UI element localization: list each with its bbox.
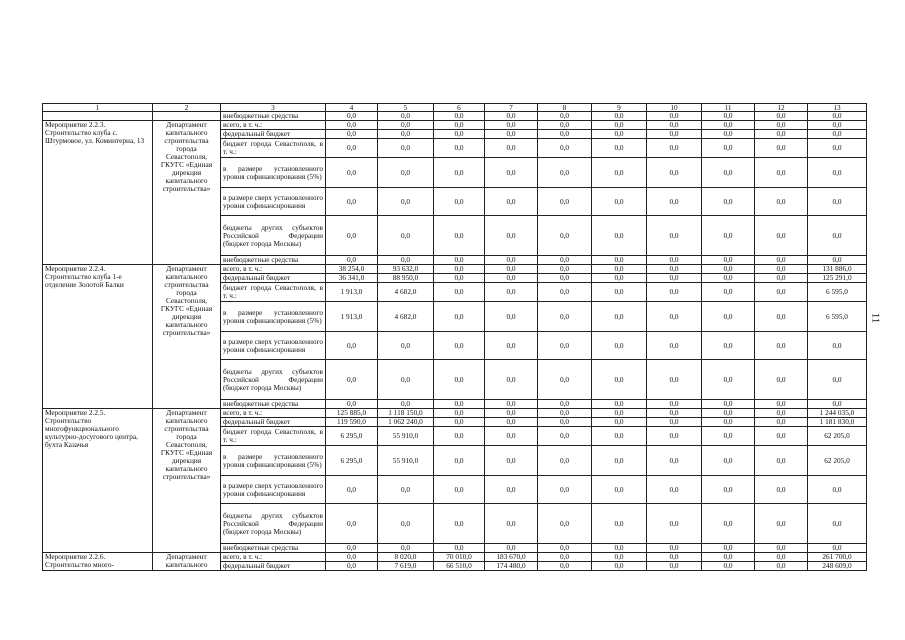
value-cell: 0,0 bbox=[592, 256, 647, 265]
value-cell: 0,0 bbox=[808, 121, 867, 130]
value-cell: 0,0 bbox=[647, 360, 702, 400]
value-cell: 0,0 bbox=[485, 274, 538, 283]
value-cell: 0,0 bbox=[485, 400, 538, 409]
value-cell: 0,0 bbox=[434, 265, 485, 274]
value-cell: 0,0 bbox=[378, 504, 434, 544]
value-cell: 0,0 bbox=[326, 476, 378, 504]
value-cell: 66 510,0 bbox=[434, 562, 485, 571]
value-cell: 55 910,0 bbox=[378, 427, 434, 446]
value-cell: 0,0 bbox=[326, 130, 378, 139]
value-cell: 0,0 bbox=[755, 130, 808, 139]
value-cell: 0,0 bbox=[434, 360, 485, 400]
value-cell: 0,0 bbox=[647, 188, 702, 216]
value-cell: 131 886,0 bbox=[808, 265, 867, 274]
value-cell: 0,0 bbox=[485, 158, 538, 188]
value-cell: 93 632,0 bbox=[378, 265, 434, 274]
value-cell: 125 291,0 bbox=[808, 274, 867, 283]
funding-source: в размере установленного уровня софинансирования (5%) bbox=[221, 158, 326, 188]
value-cell: 0,0 bbox=[592, 400, 647, 409]
value-cell: 0,0 bbox=[538, 139, 592, 158]
value-cell: 0,0 bbox=[326, 544, 378, 553]
value-cell: 0,0 bbox=[808, 188, 867, 216]
value-cell: 0,0 bbox=[592, 476, 647, 504]
value-cell: 0,0 bbox=[485, 139, 538, 158]
value-cell: 1 913,0 bbox=[326, 283, 378, 302]
value-cell: 62 205,0 bbox=[808, 427, 867, 446]
value-cell: 0,0 bbox=[378, 256, 434, 265]
funding-source: федеральный бюджет bbox=[221, 130, 326, 139]
funding-source: бюджет города Севастополя, в т. ч.: bbox=[221, 427, 326, 446]
value-cell: 0,0 bbox=[592, 265, 647, 274]
responsible-department: Департамент капитального строительства города Севастополя, ГКУГС «Единая дирекция капитального строительства» bbox=[153, 265, 221, 409]
value-cell: 0,0 bbox=[485, 409, 538, 418]
value-cell: 0,0 bbox=[647, 476, 702, 504]
value-cell: 6 295,0 bbox=[326, 446, 378, 476]
value-cell: 0,0 bbox=[755, 427, 808, 446]
value-cell: 0,0 bbox=[702, 562, 755, 571]
value-cell: 0,0 bbox=[434, 158, 485, 188]
header-row bbox=[43, 104, 867, 112]
value-cell: 125 885,0 bbox=[326, 409, 378, 418]
value-cell: 0,0 bbox=[485, 130, 538, 139]
value-cell: 0,0 bbox=[326, 360, 378, 400]
column-header: 4 bbox=[326, 104, 378, 112]
funding-source: бюджет города Севастополя, в т. ч.: bbox=[221, 283, 326, 302]
value-cell: 0,0 bbox=[326, 216, 378, 256]
value-cell: 183 670,0 bbox=[485, 553, 538, 562]
value-cell: 0,0 bbox=[592, 409, 647, 418]
value-cell: 0,0 bbox=[434, 188, 485, 216]
value-cell: 0,0 bbox=[592, 553, 647, 562]
value-cell: 0,0 bbox=[702, 446, 755, 476]
value-cell: 0,0 bbox=[755, 158, 808, 188]
value-cell: 0,0 bbox=[647, 553, 702, 562]
value-cell: 0,0 bbox=[434, 283, 485, 302]
measure-name: Мероприятие 2.2.4. Строительство клуба 1-е отделение Золотой Балки bbox=[43, 265, 153, 409]
table-row bbox=[43, 112, 867, 121]
funding-source: внебюджетные средства bbox=[221, 112, 326, 121]
value-cell: 0,0 bbox=[702, 188, 755, 216]
value-cell: 0,0 bbox=[485, 427, 538, 446]
value-cell: 0,0 bbox=[538, 158, 592, 188]
column-header: 11 bbox=[702, 104, 755, 112]
value-cell: 0,0 bbox=[755, 302, 808, 332]
funding-source: в размере установленного уровня софинансирования (5%) bbox=[221, 302, 326, 332]
funding-source: бюджеты других субъектов Российской Федерации (бюджет города Москвы) bbox=[221, 504, 326, 544]
value-cell: 0,0 bbox=[485, 112, 538, 121]
value-cell: 0,0 bbox=[702, 283, 755, 302]
value-cell: 0,0 bbox=[434, 400, 485, 409]
value-cell: 1 244 035,0 bbox=[808, 409, 867, 418]
responsible-department: Департамент капитального строительства города Севастополя, ГКУГС «Единая дирекция капитального строительства» bbox=[153, 121, 221, 265]
funding-source: всего, в т. ч.: bbox=[221, 121, 326, 130]
value-cell: 0,0 bbox=[702, 139, 755, 158]
table-row bbox=[43, 121, 867, 130]
value-cell: 0,0 bbox=[538, 130, 592, 139]
value-cell: 0,0 bbox=[702, 265, 755, 274]
value-cell: 0,0 bbox=[592, 283, 647, 302]
value-cell: 0,0 bbox=[592, 504, 647, 544]
value-cell: 0,0 bbox=[702, 216, 755, 256]
value-cell: 0,0 bbox=[808, 332, 867, 360]
value-cell: 0,0 bbox=[702, 360, 755, 400]
value-cell: 0,0 bbox=[538, 274, 592, 283]
value-cell: 0,0 bbox=[326, 562, 378, 571]
value-cell: 0,0 bbox=[755, 139, 808, 158]
value-cell: 0,0 bbox=[538, 446, 592, 476]
value-cell: 0,0 bbox=[592, 216, 647, 256]
value-cell: 0,0 bbox=[485, 446, 538, 476]
value-cell: 0,0 bbox=[592, 562, 647, 571]
value-cell: 0,0 bbox=[755, 283, 808, 302]
value-cell: 0,0 bbox=[702, 544, 755, 553]
column-header: 5 bbox=[378, 104, 434, 112]
value-cell: 0,0 bbox=[808, 544, 867, 553]
value-cell: 0,0 bbox=[755, 188, 808, 216]
value-cell: 0,0 bbox=[434, 256, 485, 265]
value-cell: 0,0 bbox=[485, 332, 538, 360]
value-cell: 36 341,0 bbox=[326, 274, 378, 283]
value-cell: 0,0 bbox=[808, 360, 867, 400]
value-cell: 0,0 bbox=[702, 302, 755, 332]
value-cell: 248 609,0 bbox=[808, 562, 867, 571]
value-cell: 0,0 bbox=[538, 409, 592, 418]
value-cell: 0,0 bbox=[326, 400, 378, 409]
value-cell: 0,0 bbox=[755, 265, 808, 274]
value-cell: 0,0 bbox=[538, 216, 592, 256]
value-cell: 0,0 bbox=[378, 544, 434, 553]
value-cell: 0,0 bbox=[647, 216, 702, 256]
value-cell: 0,0 bbox=[755, 562, 808, 571]
column-header: 12 bbox=[755, 104, 808, 112]
value-cell: 0,0 bbox=[755, 544, 808, 553]
value-cell: 0,0 bbox=[702, 130, 755, 139]
page-number: 11 bbox=[869, 312, 882, 324]
value-cell: 0,0 bbox=[592, 121, 647, 130]
value-cell: 0,0 bbox=[702, 274, 755, 283]
value-cell: 0,0 bbox=[538, 427, 592, 446]
value-cell: 1 062 240,0 bbox=[378, 418, 434, 427]
funding-source: в размере установленного уровня софинансирования (5%) bbox=[221, 446, 326, 476]
value-cell: 0,0 bbox=[592, 418, 647, 427]
value-cell: 8 020,0 bbox=[378, 553, 434, 562]
value-cell: 0,0 bbox=[755, 553, 808, 562]
value-cell: 0,0 bbox=[702, 504, 755, 544]
funding-source: внебюджетные средства bbox=[221, 400, 326, 409]
value-cell: 0,0 bbox=[378, 360, 434, 400]
funding-source: федеральный бюджет bbox=[221, 418, 326, 427]
funding-source: всего, в т. ч.: bbox=[221, 265, 326, 274]
value-cell: 0,0 bbox=[326, 112, 378, 121]
funding-source: федеральный бюджет bbox=[221, 562, 326, 571]
value-cell: 0,0 bbox=[592, 446, 647, 476]
column-header: 10 bbox=[647, 104, 702, 112]
funding-source: в размере сверх установленного уровня софинансирования bbox=[221, 188, 326, 216]
value-cell: 0,0 bbox=[326, 139, 378, 158]
value-cell: 0,0 bbox=[378, 112, 434, 121]
funding-source: в размере сверх установленного уровня софинансирования bbox=[221, 332, 326, 360]
value-cell: 0,0 bbox=[808, 158, 867, 188]
column-header: 8 bbox=[538, 104, 592, 112]
value-cell: 0,0 bbox=[755, 121, 808, 130]
column-header: 2 bbox=[153, 104, 221, 112]
value-cell: 0,0 bbox=[378, 332, 434, 360]
value-cell: 0,0 bbox=[434, 544, 485, 553]
empty-cell bbox=[153, 112, 221, 121]
value-cell: 0,0 bbox=[434, 504, 485, 544]
value-cell: 0,0 bbox=[755, 409, 808, 418]
table-row bbox=[43, 265, 867, 274]
value-cell: 0,0 bbox=[538, 302, 592, 332]
value-cell: 0,0 bbox=[755, 332, 808, 360]
value-cell: 0,0 bbox=[538, 256, 592, 265]
value-cell: 0,0 bbox=[647, 121, 702, 130]
value-cell: 0,0 bbox=[647, 256, 702, 265]
value-cell: 0,0 bbox=[592, 427, 647, 446]
value-cell: 0,0 bbox=[808, 476, 867, 504]
value-cell: 0,0 bbox=[485, 544, 538, 553]
value-cell: 0,0 bbox=[538, 400, 592, 409]
value-cell: 0,0 bbox=[755, 504, 808, 544]
value-cell: 0,0 bbox=[592, 360, 647, 400]
value-cell: 0,0 bbox=[538, 332, 592, 360]
value-cell: 0,0 bbox=[538, 553, 592, 562]
funding-source: всего, в т. ч.: bbox=[221, 553, 326, 562]
value-cell: 55 910,0 bbox=[378, 446, 434, 476]
value-cell: 0,0 bbox=[378, 139, 434, 158]
value-cell: 0,0 bbox=[647, 504, 702, 544]
value-cell: 0,0 bbox=[434, 112, 485, 121]
value-cell: 0,0 bbox=[378, 216, 434, 256]
column-header: 1 bbox=[43, 104, 153, 112]
value-cell: 0,0 bbox=[755, 418, 808, 427]
value-cell: 0,0 bbox=[538, 265, 592, 274]
value-cell: 0,0 bbox=[647, 130, 702, 139]
value-cell: 0,0 bbox=[755, 360, 808, 400]
value-cell: 6 595,0 bbox=[808, 283, 867, 302]
funding-source: бюджеты других субъектов Российской Федерации (бюджет города Москвы) bbox=[221, 360, 326, 400]
value-cell: 0,0 bbox=[647, 544, 702, 553]
responsible-department: Департамент капитального bbox=[153, 553, 221, 571]
value-cell: 0,0 bbox=[755, 216, 808, 256]
value-cell: 0,0 bbox=[755, 274, 808, 283]
value-cell: 38 254,0 bbox=[326, 265, 378, 274]
value-cell: 0,0 bbox=[434, 216, 485, 256]
value-cell: 0,0 bbox=[647, 427, 702, 446]
value-cell: 0,0 bbox=[647, 302, 702, 332]
value-cell: 0,0 bbox=[808, 130, 867, 139]
value-cell: 0,0 bbox=[538, 504, 592, 544]
value-cell: 0,0 bbox=[702, 400, 755, 409]
value-cell: 0,0 bbox=[538, 360, 592, 400]
value-cell: 0,0 bbox=[808, 400, 867, 409]
measure-name: Мероприятие 2.2.6. Строительство много- bbox=[43, 553, 153, 571]
value-cell: 0,0 bbox=[485, 283, 538, 302]
value-cell: 0,0 bbox=[647, 274, 702, 283]
value-cell: 0,0 bbox=[702, 427, 755, 446]
value-cell: 0,0 bbox=[702, 476, 755, 504]
value-cell: 0,0 bbox=[485, 504, 538, 544]
value-cell: 0,0 bbox=[378, 188, 434, 216]
value-cell: 0,0 bbox=[647, 446, 702, 476]
value-cell: 0,0 bbox=[808, 139, 867, 158]
value-cell: 0,0 bbox=[434, 332, 485, 360]
value-cell: 0,0 bbox=[755, 476, 808, 504]
funding-source: в размере сверх установленного уровня софинансирования bbox=[221, 476, 326, 504]
value-cell: 0,0 bbox=[326, 188, 378, 216]
value-cell: 1 118 150,0 bbox=[378, 409, 434, 418]
value-cell: 0,0 bbox=[326, 553, 378, 562]
value-cell: 0,0 bbox=[485, 476, 538, 504]
value-cell: 0,0 bbox=[592, 544, 647, 553]
value-cell: 0,0 bbox=[485, 216, 538, 256]
value-cell: 0,0 bbox=[538, 544, 592, 553]
value-cell: 0,0 bbox=[647, 409, 702, 418]
value-cell: 0,0 bbox=[434, 121, 485, 130]
value-cell: 0,0 bbox=[592, 112, 647, 121]
value-cell: 0,0 bbox=[434, 476, 485, 504]
responsible-department: Департамент капитального строительства города Севастополя, ГКУГС «Единая дирекция капитального строительства» bbox=[153, 409, 221, 553]
value-cell: 0,0 bbox=[702, 409, 755, 418]
value-cell: 0,0 bbox=[485, 256, 538, 265]
value-cell: 0,0 bbox=[647, 283, 702, 302]
value-cell: 0,0 bbox=[326, 504, 378, 544]
funding-source: всего, в т. ч.: bbox=[221, 409, 326, 418]
value-cell: 0,0 bbox=[538, 188, 592, 216]
value-cell: 0,0 bbox=[434, 418, 485, 427]
value-cell: 0,0 bbox=[702, 418, 755, 427]
value-cell: 0,0 bbox=[702, 332, 755, 360]
value-cell: 0,0 bbox=[485, 360, 538, 400]
column-header: 13 bbox=[808, 104, 867, 112]
value-cell: 0,0 bbox=[538, 112, 592, 121]
value-cell: 0,0 bbox=[434, 274, 485, 283]
measure-name: Мероприятие 2.2.5. Строительство многофункционального культурно-досугового центра, бухта Казачья bbox=[43, 409, 153, 553]
value-cell: 0,0 bbox=[808, 112, 867, 121]
value-cell: 0,0 bbox=[592, 274, 647, 283]
value-cell: 0,0 bbox=[755, 256, 808, 265]
value-cell: 4 682,0 bbox=[378, 283, 434, 302]
funding-source: внебюджетные средства bbox=[221, 256, 326, 265]
value-cell: 0,0 bbox=[808, 216, 867, 256]
value-cell: 70 010,0 bbox=[434, 553, 485, 562]
value-cell: 1 913,0 bbox=[326, 302, 378, 332]
column-header: 9 bbox=[592, 104, 647, 112]
value-cell: 0,0 bbox=[755, 112, 808, 121]
value-cell: 0,0 bbox=[434, 139, 485, 158]
value-cell: 0,0 bbox=[326, 158, 378, 188]
value-cell: 88 950,0 bbox=[378, 274, 434, 283]
value-cell: 0,0 bbox=[378, 121, 434, 130]
value-cell: 0,0 bbox=[592, 188, 647, 216]
measure-name: Мероприятие 2.2.3. Строительство клуба с. Штурмовое, ул. Коминтерна, 13 bbox=[43, 121, 153, 265]
value-cell: 1 181 830,0 bbox=[808, 418, 867, 427]
funding-source: внебюджетные средства bbox=[221, 544, 326, 553]
value-cell: 0,0 bbox=[808, 256, 867, 265]
value-cell: 0,0 bbox=[647, 265, 702, 274]
value-cell: 0,0 bbox=[326, 256, 378, 265]
value-cell: 0,0 bbox=[647, 418, 702, 427]
table-row bbox=[43, 409, 867, 418]
value-cell: 62 205,0 bbox=[808, 446, 867, 476]
value-cell: 0,0 bbox=[647, 400, 702, 409]
value-cell: 0,0 bbox=[485, 302, 538, 332]
value-cell: 0,0 bbox=[485, 188, 538, 216]
value-cell: 0,0 bbox=[485, 265, 538, 274]
value-cell: 0,0 bbox=[702, 158, 755, 188]
value-cell: 0,0 bbox=[647, 158, 702, 188]
value-cell: 0,0 bbox=[378, 130, 434, 139]
funding-source: бюджет города Севастополя, в т. ч.: bbox=[221, 139, 326, 158]
value-cell: 0,0 bbox=[647, 139, 702, 158]
value-cell: 0,0 bbox=[434, 446, 485, 476]
value-cell: 0,0 bbox=[647, 332, 702, 360]
value-cell: 7 619,0 bbox=[378, 562, 434, 571]
value-cell: 0,0 bbox=[592, 139, 647, 158]
value-cell: 0,0 bbox=[755, 446, 808, 476]
value-cell: 0,0 bbox=[702, 553, 755, 562]
table-row bbox=[43, 553, 867, 562]
column-header: 3 bbox=[221, 104, 326, 112]
value-cell: 6 295,0 bbox=[326, 427, 378, 446]
value-cell: 0,0 bbox=[538, 121, 592, 130]
value-cell: 0,0 bbox=[702, 121, 755, 130]
value-cell: 0,0 bbox=[326, 332, 378, 360]
value-cell: 0,0 bbox=[378, 400, 434, 409]
value-cell: 0,0 bbox=[647, 562, 702, 571]
value-cell: 0,0 bbox=[378, 158, 434, 188]
value-cell: 0,0 bbox=[485, 121, 538, 130]
value-cell: 0,0 bbox=[434, 130, 485, 139]
value-cell: 0,0 bbox=[702, 256, 755, 265]
value-cell: 261 700,0 bbox=[808, 553, 867, 562]
value-cell: 0,0 bbox=[538, 562, 592, 571]
column-header: 6 bbox=[434, 104, 485, 112]
value-cell: 0,0 bbox=[592, 158, 647, 188]
value-cell: 0,0 bbox=[538, 418, 592, 427]
value-cell: 0,0 bbox=[434, 302, 485, 332]
funding-source: федеральный бюджет bbox=[221, 274, 326, 283]
value-cell: 6 595,0 bbox=[808, 302, 867, 332]
value-cell: 0,0 bbox=[647, 112, 702, 121]
value-cell: 0,0 bbox=[592, 332, 647, 360]
value-cell: 0,0 bbox=[592, 130, 647, 139]
value-cell: 0,0 bbox=[485, 418, 538, 427]
value-cell: 0,0 bbox=[434, 427, 485, 446]
value-cell: 0,0 bbox=[755, 400, 808, 409]
empty-cell bbox=[43, 112, 153, 121]
value-cell: 4 682,0 bbox=[378, 302, 434, 332]
value-cell: 0,0 bbox=[538, 476, 592, 504]
value-cell: 0,0 bbox=[434, 409, 485, 418]
value-cell: 174 480,0 bbox=[485, 562, 538, 571]
column-header: 7 bbox=[485, 104, 538, 112]
value-cell: 119 590,0 bbox=[326, 418, 378, 427]
financing-table bbox=[42, 103, 867, 571]
value-cell: 0,0 bbox=[592, 302, 647, 332]
value-cell: 0,0 bbox=[702, 112, 755, 121]
value-cell: 0,0 bbox=[326, 121, 378, 130]
value-cell: 0,0 bbox=[538, 283, 592, 302]
value-cell: 0,0 bbox=[808, 504, 867, 544]
funding-source: бюджеты других субъектов Российской Федерации (бюджет города Москвы) bbox=[221, 216, 326, 256]
value-cell: 0,0 bbox=[378, 476, 434, 504]
